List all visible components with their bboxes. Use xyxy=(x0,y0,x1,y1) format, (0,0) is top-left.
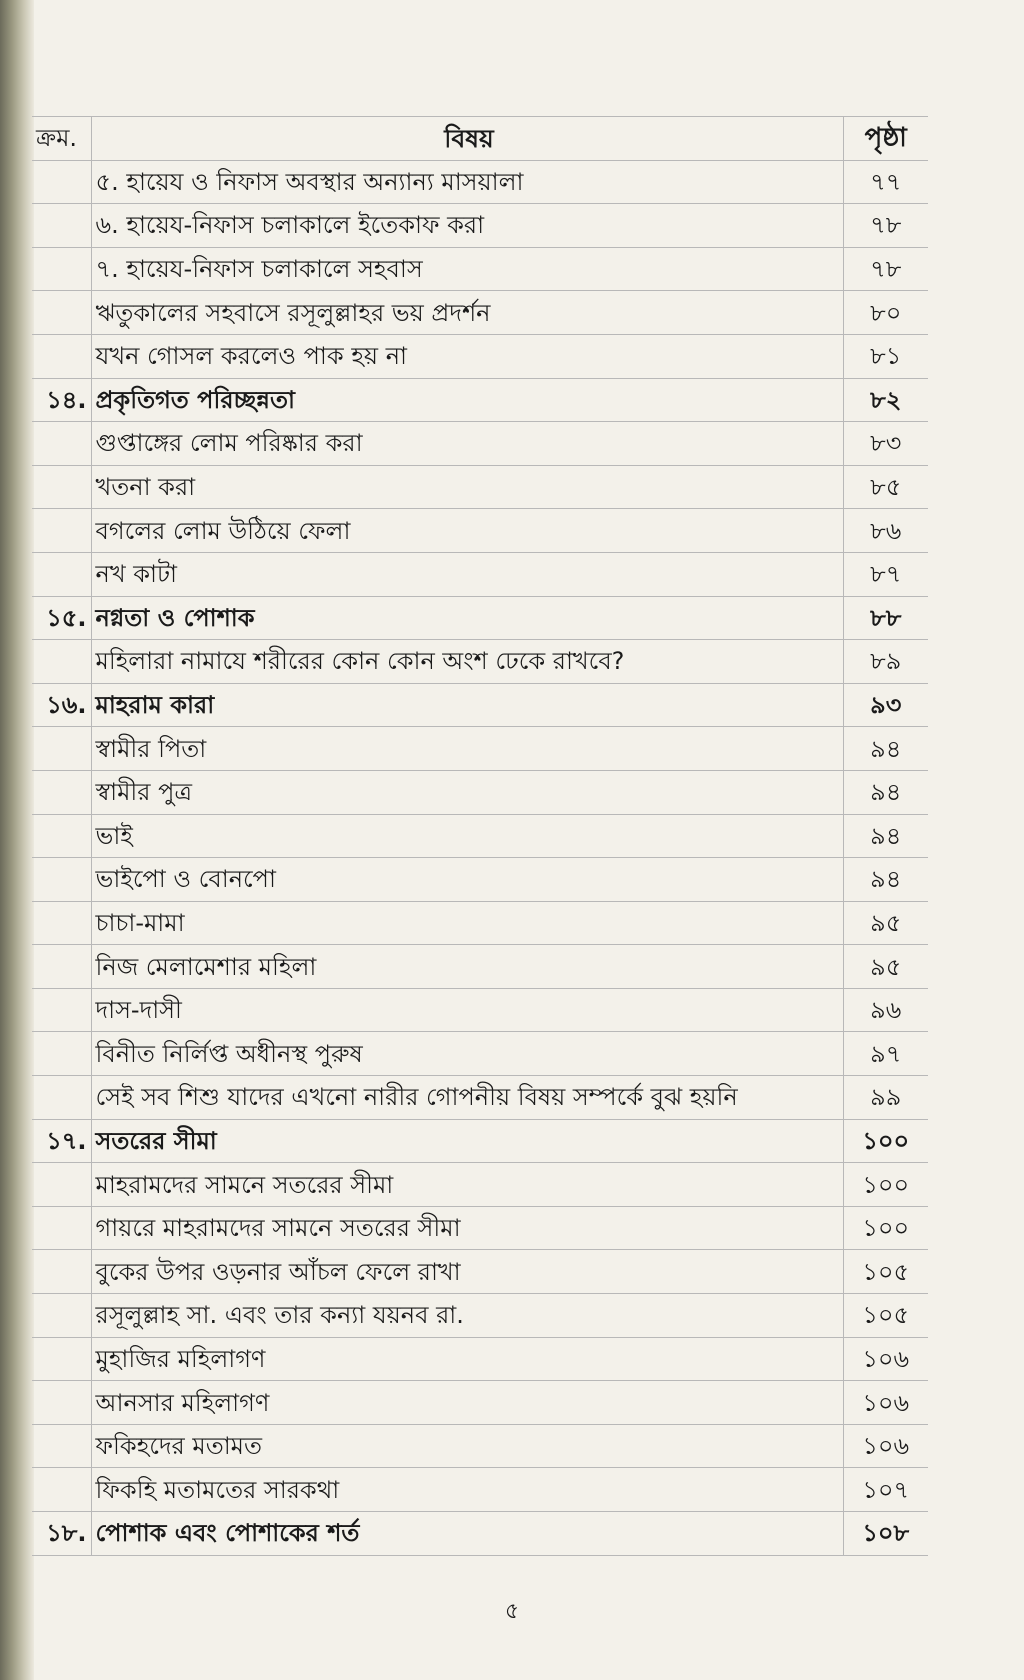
column-header-subject: বিষয় xyxy=(91,117,843,161)
toc-page-number: ৮৫ xyxy=(843,465,928,509)
toc-serial-number xyxy=(32,640,91,684)
toc-serial-number xyxy=(32,901,91,945)
toc-section-row xyxy=(32,1512,928,1556)
toc-entry-title: মাহরাম কারা xyxy=(91,683,843,727)
toc-page-number: ৯৫ xyxy=(843,901,928,945)
toc-entry-row xyxy=(32,814,928,858)
toc-entry-title: ৬. হায়েয-নিফাস চলাকালে ইতেকাফ করা xyxy=(91,204,843,248)
toc-serial-number xyxy=(32,988,91,1032)
toc-page-number: ৮০ xyxy=(843,291,928,335)
toc-entry-row xyxy=(32,552,928,596)
toc-serial-number: ১৮. xyxy=(32,1512,91,1556)
toc-page-number: ৮২ xyxy=(843,378,928,422)
toc-entry-title: বুকের উপর ওড়নার আঁচল ফেলে রাখা xyxy=(91,1250,843,1294)
toc-entry-row xyxy=(32,640,928,684)
toc-entry-row xyxy=(32,945,928,989)
toc-page-number: ১০০ xyxy=(843,1206,928,1250)
toc-page-number: ৯৬ xyxy=(843,988,928,1032)
column-header-page: পৃষ্ঠা xyxy=(843,117,928,161)
toc-page-number: ৯৯ xyxy=(843,1076,928,1120)
toc-page-number: ৯৩ xyxy=(843,683,928,727)
toc-serial-number xyxy=(32,945,91,989)
toc-entry-row xyxy=(32,1250,928,1294)
toc-entry-row xyxy=(32,204,928,248)
toc-entry-title: রসূলুল্লাহ সা. এবং তার কন্যা যয়নব রা. xyxy=(91,1294,843,1338)
toc-entry-title: ৭. হায়েয-নিফাস চলাকালে সহবাস xyxy=(91,247,843,291)
toc-page-number: ৯৪ xyxy=(843,770,928,814)
toc-entry-row xyxy=(32,1076,928,1120)
toc-page-number: ৯৫ xyxy=(843,945,928,989)
toc-page-number: ৯৭ xyxy=(843,1032,928,1076)
toc-serial-number xyxy=(32,291,91,335)
toc-entry-row xyxy=(32,1032,928,1076)
column-header-serial: ক্রম. xyxy=(32,117,91,161)
toc-entry-row xyxy=(32,727,928,771)
toc-serial-number xyxy=(32,465,91,509)
toc-serial-number xyxy=(32,204,91,248)
toc-serial-number xyxy=(32,1250,91,1294)
toc-serial-number xyxy=(32,422,91,466)
toc-entry-row xyxy=(32,1294,928,1338)
toc-serial-number xyxy=(32,334,91,378)
toc-entry-title: গুপ্তাঙ্গের লোম পরিষ্কার করা xyxy=(91,422,843,466)
toc-entry-title: খতনা করা xyxy=(91,465,843,509)
toc-serial-number: ১৭. xyxy=(32,1119,91,1163)
toc-serial-number xyxy=(32,1294,91,1338)
toc-entry-row xyxy=(32,1163,928,1207)
toc-serial-number xyxy=(32,727,91,771)
toc-entry-title: স্বামীর পিতা xyxy=(91,727,843,771)
toc-page-number: ১০৬ xyxy=(843,1337,928,1381)
toc-entry-title: আনসার মহিলাগণ xyxy=(91,1381,843,1425)
toc-entry-row xyxy=(32,247,928,291)
toc-section-row xyxy=(32,1119,928,1163)
toc-page-number: ৯৪ xyxy=(843,727,928,771)
toc-entry-row xyxy=(32,334,928,378)
toc-serial-number xyxy=(32,1032,91,1076)
toc-page-number: ৯৪ xyxy=(843,814,928,858)
toc-entry-title: প্রকৃতিগত পরিচ্ছন্নতা xyxy=(91,378,843,422)
toc-entry-row xyxy=(32,858,928,902)
toc-entry-row xyxy=(32,901,928,945)
toc-serial-number xyxy=(32,770,91,814)
toc-entry-row xyxy=(32,422,928,466)
toc-serial-number: ১৬. xyxy=(32,683,91,727)
toc-entry-row xyxy=(32,291,928,335)
toc-page-number: ৭৮ xyxy=(843,204,928,248)
toc-serial-number xyxy=(32,1076,91,1120)
toc-page-number: ১০৬ xyxy=(843,1381,928,1425)
toc-entry-title: স্বামীর পুত্র xyxy=(91,770,843,814)
toc-body xyxy=(32,160,928,1555)
toc-serial-number xyxy=(32,1468,91,1512)
toc-serial-number xyxy=(32,1206,91,1250)
toc-entry-row xyxy=(32,988,928,1032)
toc-entry-title: নখ কাটা xyxy=(91,552,843,596)
toc-serial-number xyxy=(32,1163,91,1207)
page-number: ৫ xyxy=(504,1599,520,1624)
toc-page-number: ৭৮ xyxy=(843,247,928,291)
toc-page-number: ১০৫ xyxy=(843,1250,928,1294)
toc-entry-title: ৫. হায়েয ও নিফাস অবস্থার অন্যান্য মাসয়ালা xyxy=(91,160,843,204)
toc-page-number: ১০০ xyxy=(843,1119,928,1163)
toc-entry-title: যখন গোসল করলেও পাক হয় না xyxy=(91,334,843,378)
toc-page-number: ৮৮ xyxy=(843,596,928,640)
toc-entry-title: পোশাক এবং পোশাকের শর্ত xyxy=(91,1512,843,1556)
toc-entry-title: ঋতুকালের সহবাসে রসূলুল্লাহর ভয় প্রদর্শন xyxy=(91,291,843,335)
toc-entry-title: মহিলারা নামাযে শরীরের কোন কোন অংশ ঢেকে রাখবে? xyxy=(91,640,843,684)
toc-entry-title: ভাইপো ও বোনপো xyxy=(91,858,843,902)
toc-page-number: ১০৮ xyxy=(843,1512,928,1556)
toc-header-row xyxy=(32,117,928,161)
table-of-contents xyxy=(32,116,928,1556)
toc-entry-row xyxy=(32,1424,928,1468)
toc-serial-number xyxy=(32,160,91,204)
toc-entry-row xyxy=(32,770,928,814)
book-spine-shadow xyxy=(0,0,34,1680)
toc-entry-title: বিনীত নির্লিপ্ত অধীনস্থ পুরুষ xyxy=(91,1032,843,1076)
toc-entry-row xyxy=(32,1206,928,1250)
toc-entry-row xyxy=(32,465,928,509)
toc-page-number: ১০৭ xyxy=(843,1468,928,1512)
toc-entry-row xyxy=(32,1381,928,1425)
toc-page-number: ৯৪ xyxy=(843,858,928,902)
toc-serial-number: ১৫. xyxy=(32,596,91,640)
toc-serial-number xyxy=(32,814,91,858)
toc-serial-number xyxy=(32,1337,91,1381)
toc-serial-number xyxy=(32,247,91,291)
toc-page-number: ১০০ xyxy=(843,1163,928,1207)
toc-entry-title: ফকিহদের মতামত xyxy=(91,1424,843,1468)
toc-serial-number xyxy=(32,1424,91,1468)
toc-serial-number xyxy=(32,1381,91,1425)
toc-entry-title: মাহরামদের সামনে সতরের সীমা xyxy=(91,1163,843,1207)
toc-page-number: ৮৭ xyxy=(843,552,928,596)
toc-entry-title: ভাই xyxy=(91,814,843,858)
toc-serial-number: ১৪. xyxy=(32,378,91,422)
toc-entry-title: ফিকহি মতামতের সারকথা xyxy=(91,1468,843,1512)
toc-page-number: ১০৬ xyxy=(843,1424,928,1468)
toc-serial-number xyxy=(32,858,91,902)
toc-entry-row xyxy=(32,1468,928,1512)
toc-entry-title: চাচা-মামা xyxy=(91,901,843,945)
toc-page-number: ৮৩ xyxy=(843,422,928,466)
toc-page-number: ৭৭ xyxy=(843,160,928,204)
toc-entry-row xyxy=(32,1337,928,1381)
toc-page-number: ৮১ xyxy=(843,334,928,378)
toc-entry-title: সেই সব শিশু যাদের এখনো নারীর গোপনীয় বিষয় সম্পর্কে বুঝ হয়নি xyxy=(91,1076,843,1120)
toc-serial-number xyxy=(32,552,91,596)
toc-entry-title: দাস-দাসী xyxy=(91,988,843,1032)
toc-serial-number xyxy=(32,509,91,553)
toc-section-row xyxy=(32,683,928,727)
toc-entry-title: মুহাজির মহিলাগণ xyxy=(91,1337,843,1381)
toc-section-row xyxy=(32,378,928,422)
toc-page-number: ১০৫ xyxy=(843,1294,928,1338)
toc-page-number: ৮৯ xyxy=(843,640,928,684)
toc-entry-title: সতরের সীমা xyxy=(91,1119,843,1163)
toc-page-number: ৮৬ xyxy=(843,509,928,553)
toc-entry-title: নিজ মেলামেশার মহিলা xyxy=(91,945,843,989)
toc-section-row xyxy=(32,596,928,640)
toc-entry-title: বগলের লোম উঠিয়ে ফেলা xyxy=(91,509,843,553)
toc-entry-row xyxy=(32,160,928,204)
toc-entry-title: গায়রে মাহরামদের সামনে সতরের সীমা xyxy=(91,1206,843,1250)
toc-entry-title: নগ্নতা ও পোশাক xyxy=(91,596,843,640)
toc-entry-row xyxy=(32,509,928,553)
